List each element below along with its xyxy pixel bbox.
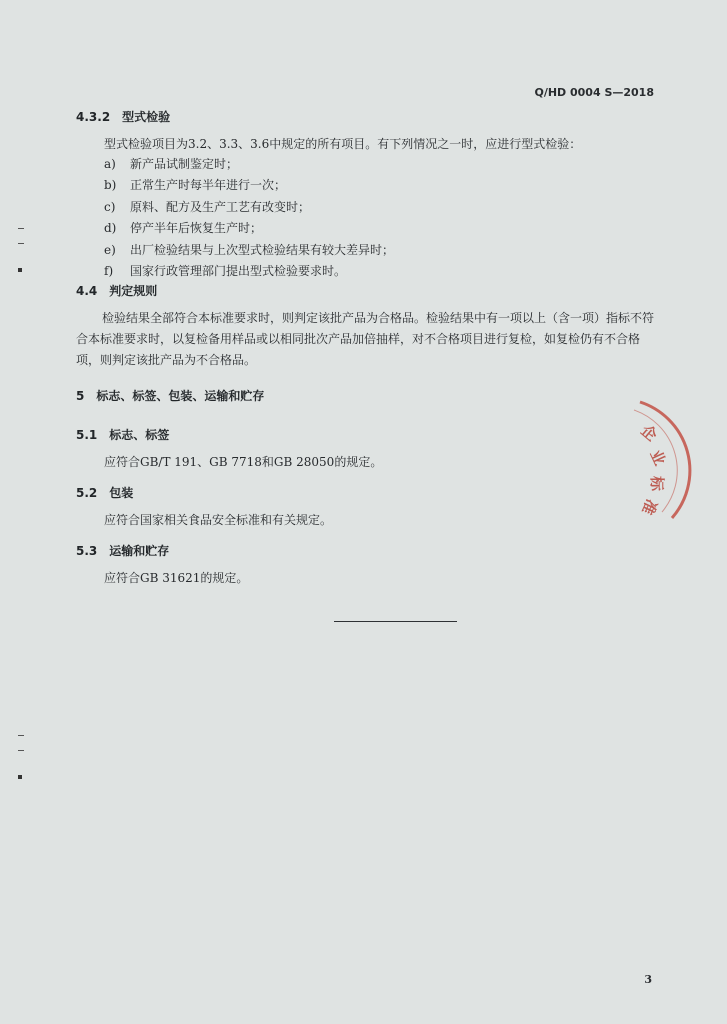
type-test-conditions-list: [104, 154, 394, 282]
svg-text:业: 业: [646, 447, 670, 469]
list-item: c) 原料、配方及生产工艺有改变时；: [104, 199, 311, 214]
end-rule: [334, 621, 457, 622]
company-seal-stamp: [600, 390, 710, 530]
section-number: 4.4: [76, 284, 98, 298]
heading-5-3: [76, 542, 169, 559]
section-number: 5: [76, 389, 85, 403]
list-item: f) 国家行政管理部门提出型式检验要求时。: [104, 263, 347, 278]
packaging-text: 应符合国家相关食品安全标准和有关规定。: [104, 513, 333, 527]
binding-mark: [18, 775, 22, 779]
heading-4-4: [76, 282, 157, 299]
judgement-rules-paragraph: 检验结果全部符合本标准要求时，则判定该批产品为合格品。检验结果中有一项以上（含一项）指标不符合本标准要求时，以复检备用样品或以相同批次产品加倍抽样，对不合格项目进行复检，如复检仍有不合格项，则判定该批产品为不合格品。: [76, 311, 655, 367]
binding-mark: [18, 228, 24, 229]
transport-storage-text: 应符合GB 31621的规定。: [104, 571, 249, 585]
list-item: a) 新产品试制鉴定时；: [104, 157, 239, 171]
heading-5-1: [76, 426, 169, 443]
binding-mark: [18, 243, 24, 244]
section-number: 5.3: [76, 544, 98, 558]
section-title: 包装: [109, 486, 134, 500]
heading-4-3-2: [76, 108, 170, 125]
binding-mark: [18, 750, 24, 751]
section-number: 5.1: [76, 428, 98, 442]
svg-text:企: 企: [637, 421, 661, 445]
standard-code: Q/HD 0004 S—2018: [534, 86, 654, 99]
section-title: 判定规则: [109, 284, 158, 298]
section-title: 标志、标签、包装、运输和贮存: [96, 389, 265, 403]
list-item: d) 停产半年后恢复生产时；: [104, 221, 263, 236]
type-test-intro: 型式检验项目为3.2、3.3、3.6中规定的所有项目。有下列情况之一时，应进行型式检验：: [104, 137, 582, 151]
section-number: 4.3.2: [76, 110, 111, 124]
svg-text:准: 准: [638, 496, 661, 518]
section-title: 运输和贮存: [109, 544, 170, 558]
section-title: 型式检验: [122, 110, 171, 124]
section-title: 标志、标签: [109, 428, 170, 442]
section-number: 5.2: [76, 486, 98, 500]
list-item: b) 正常生产时每半年进行一次；: [104, 178, 287, 193]
binding-mark: [18, 268, 22, 272]
svg-text:标: 标: [648, 476, 666, 492]
page-number: 3: [644, 973, 652, 986]
binding-mark: [18, 735, 24, 736]
heading-5-2: [76, 484, 133, 501]
list-item: e) 出厂检验结果与上次型式检验结果有较大差异时；: [104, 242, 395, 257]
heading-5: [76, 387, 264, 404]
marking-labeling-text: 应符合GB/T 191、GB 7718和GB 28050的规定。: [104, 455, 383, 469]
